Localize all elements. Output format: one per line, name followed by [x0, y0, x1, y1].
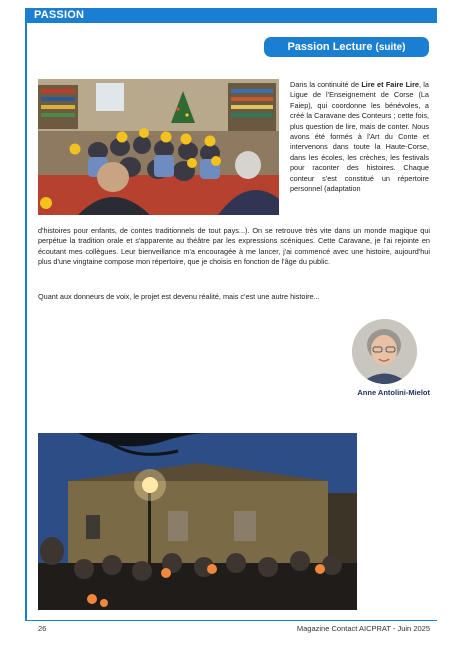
- article-title: Passion Lecture: [287, 41, 373, 53]
- section-title: PASSION: [34, 9, 85, 21]
- village-scene-illustration: [38, 433, 357, 610]
- author-portrait: [352, 319, 417, 384]
- wrap-intro-text: Dans la continuité de: [290, 80, 362, 89]
- section-header-band: [25, 8, 437, 23]
- article-main-paragraph: d'histoires pour enfants, de contes traditionnels de tout pays...). On se retrouve très vite dans un monde magique qui perpétue la tradition orale et s'apparente au théâtre par les expressions scéniques. Cette Caravane, je l'ai rejointe en écoutant mes collègues. Leur bienveillance m'a encouragée à me lancer, j'ai commencé avec une histoire, aujourd'hui plus d'une vingtaine compose mon répertoire, que je choisis en fonction de l'âge du public.: [38, 226, 430, 267]
- page-number: 26: [38, 624, 47, 633]
- library-storytelling-photo: [38, 79, 279, 215]
- author-name: Anne Antolini-Mielot: [357, 388, 430, 397]
- author-portrait-illustration: [352, 319, 417, 384]
- footer-rule: [25, 620, 437, 621]
- article-heading: [264, 37, 429, 57]
- article-title-suffix: (suite): [375, 42, 406, 53]
- article-closing-paragraph: Quant aux donneurs de voix, le projet est devenu réalité, mais c'est une autre histoire...: [38, 292, 320, 301]
- library-scene-illustration: [38, 79, 279, 215]
- program-name: Lire et Faire Lire: [361, 80, 419, 89]
- wrap-rest-text: , la Ligue de l'Enseignement de Corse (La Faiep), qui coordonne les bénévoles, a créé la Caravane des Conteurs ; cette fois, plus question de lire, mais de conter. Nous avons été formés à l'Art du Conte et intervenons dans toute la Haute-Corse, dans les écoles, les crèches, les festivals pour raconter des histoires. Chaque conteur s'est constitué un répertoire personnel (adaptation: [290, 80, 429, 194]
- magazine-footer-title: Magazine Contact AICPRAT - Juin 2025: [296, 624, 430, 633]
- article-wrap-paragraph: [290, 80, 429, 194]
- village-storytelling-photo: [38, 433, 357, 610]
- left-margin-rule: [25, 23, 27, 620]
